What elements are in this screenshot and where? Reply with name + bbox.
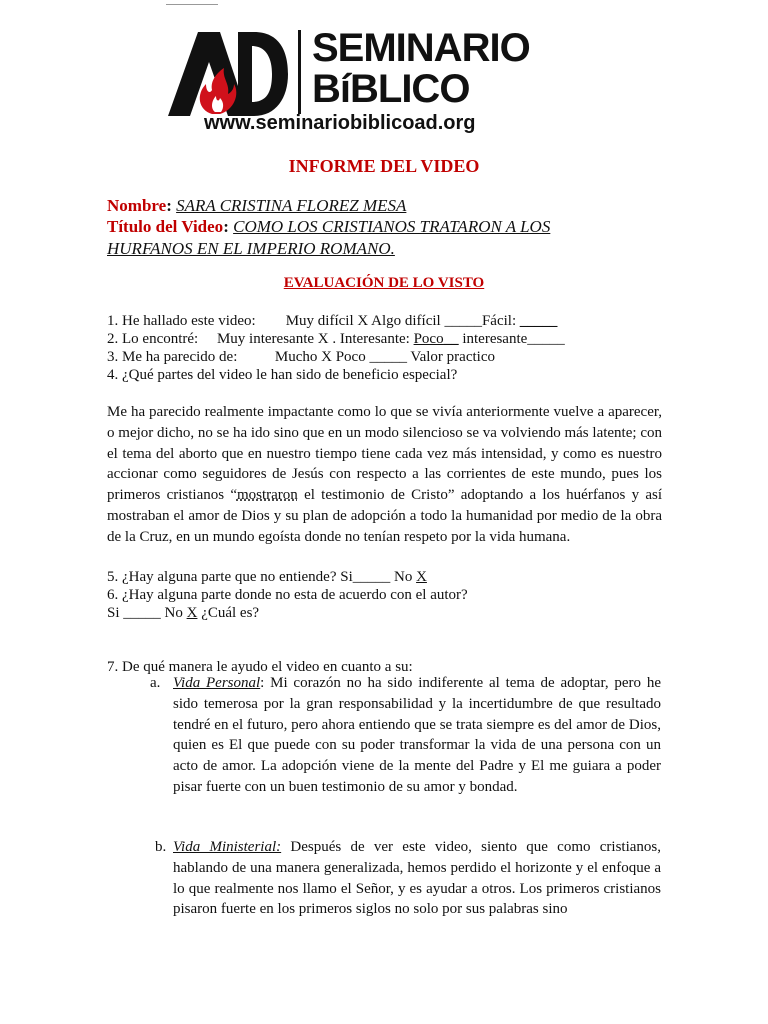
logo-line-2: BíBLICO [312, 67, 470, 111]
ad-logo-icon [168, 28, 288, 118]
name-label: Nombre [107, 196, 167, 215]
item-b-ministerial-life: Vida Ministerial: Después de ver este video, siento que como cristianos, hablando de una manera generalizada, hemos perdido el horizonte y el enfoque a lo que realmente nos llamo el Señor, y es ayudar a otros. Los primeros cristianos pisaron fuerte en los primeros siglos no solo por sus palabras sino [173, 839, 661, 918]
question-1: 1. He hallado este video: Muy difícil X Algo difícil _____Fácil: _____ [107, 313, 558, 329]
logo-wordmark [312, 28, 530, 110]
video-title-field: Título del Video: COMO LOS CRISTIANOS TRATARON A LOS [107, 217, 551, 236]
document-title: INFORME DEL VIDEO [288, 156, 480, 176]
logo-line-1: SEMINARIO [312, 26, 530, 70]
item-a-label: Vida Personal [173, 675, 261, 691]
seminary-logo [168, 18, 552, 138]
top-rule [166, 4, 218, 5]
question-5: 5. ¿Hay alguna parte que no entiende? Si_____ No X [107, 569, 427, 585]
question-7: 7. De qué manera le ayudo el video en cuanto a su: [107, 659, 413, 675]
answer-4: Me ha parecido realmente impactante como lo que se vivía anteriormente vuelve a aparecer, o mejor dicho, no se ha ido sino que en un modo silencioso se va volviendo más latente; con el tema del aborto que en nuestro tiempo tiene cada vez más intensidad, y como es nuestro accionar como seguidores de Jesús con respecto a las corrientes de este mundo, pues los primeros cristianos “mostraron el testimonio de Cristo” adoptando a los huérfanos y así mostraban el amor de Dios y su plan de adopción a todo la humanidad por medio de la obra de la Cruz, en un mundo egoísta donde no tenían respeto por la vida humana. [107, 404, 662, 545]
video-title-field-cont [107, 238, 395, 259]
logo-divider [298, 30, 301, 114]
section-title: EVALUACIÓN DE LO VISTO [283, 275, 485, 291]
name-field: Nombre: SARA CRISTINA FLOREZ MESA [107, 196, 407, 215]
question-2: 2. Lo encontré: Muy interesante X . Interesante: Poco__ interesante_____ [107, 331, 565, 347]
question-6: 6. ¿Hay alguna parte donde no esta de acuerdo con el autor? [107, 587, 468, 603]
question-6-answer: Si _____ No X ¿Cuál es? [107, 605, 260, 621]
video-title-value-2: HURFANOS EN EL IMPERIO ROMANO. [107, 239, 395, 258]
video-title-value: COMO LOS CRISTIANOS TRATARON A LOS [233, 217, 551, 236]
name-value: SARA CRISTINA FLOREZ MESA [176, 196, 407, 215]
question-3: 3. Me ha parecido de: Mucho X Poco _____ Valor practico [107, 349, 495, 365]
video-title-label: Título del Video [107, 217, 224, 236]
logo-url: www.seminariobiblicoad.org [204, 112, 476, 134]
item-b-marker: b. [155, 839, 167, 855]
item-b-label: Vida Ministerial: [173, 839, 282, 855]
item-a-marker: a. [150, 675, 161, 691]
item-a-personal-life: Vida Personal: Mi corazón no ha sido indiferente al tema de adoptar, pero he sido temerosa por la gran responsabilidad y la incertidumbre de que resultado tendré en el futuro, pero ahora entiendo que se trata siempre es del amor de Dios, quien es El que puede con su poder transformar la vida de una persona con un acto de amor. La adopción viene de la mente del Padre y El me guiara a poder pisar fuerte con un buen testimonio de su amor y bondad. [173, 675, 661, 795]
question-4: 4. ¿Qué partes del video le han sido de beneficio especial? [107, 367, 458, 383]
